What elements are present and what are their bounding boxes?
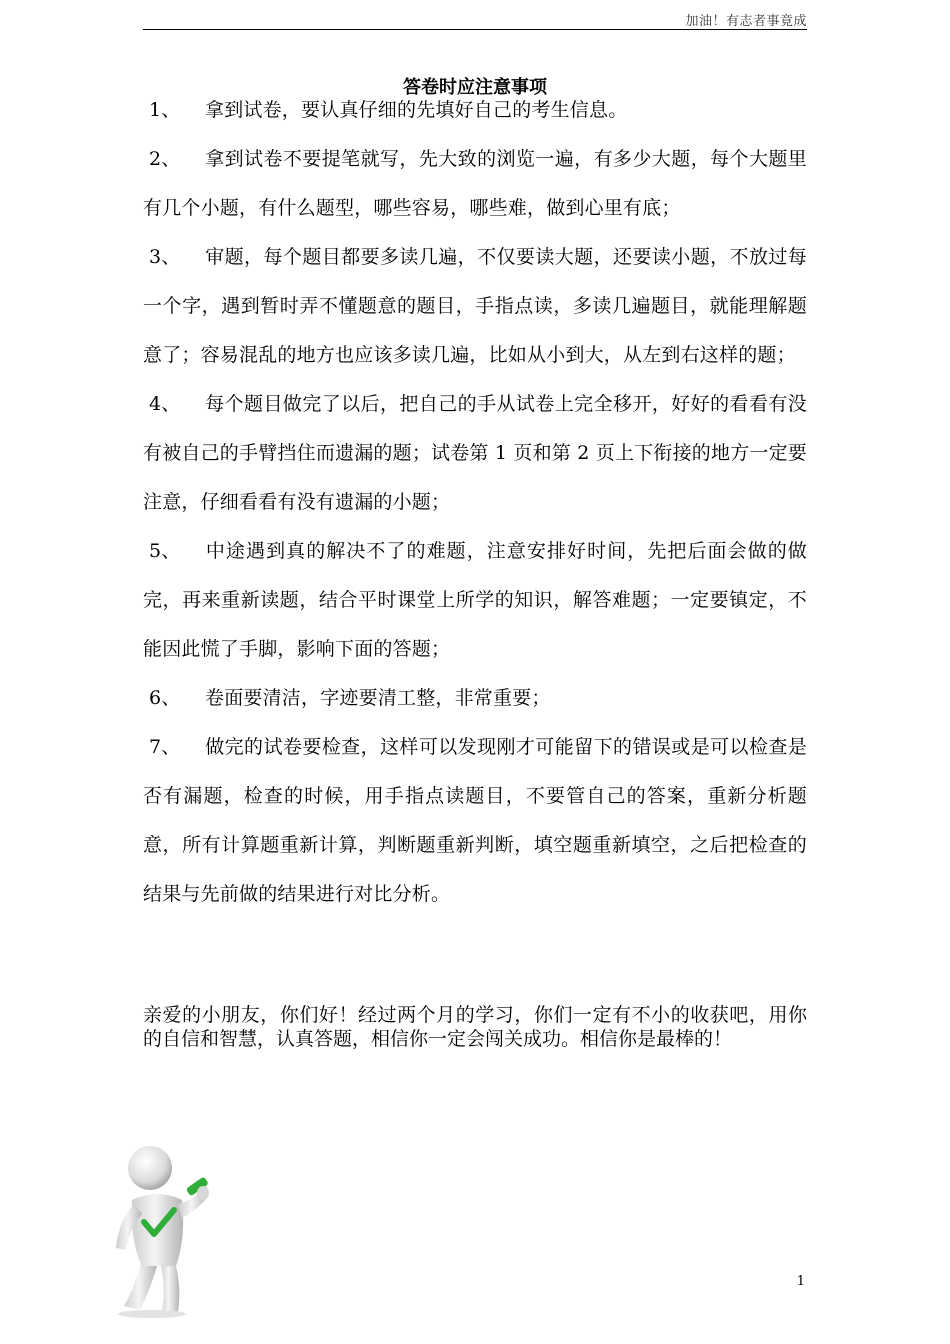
item-number: 1、: [149, 99, 181, 121]
item-number: 2、: [149, 148, 181, 170]
list-item: [143, 233, 807, 380]
item-text: 卷面要清洁，字迹要清工整，非常重要；: [205, 687, 551, 709]
header-divider: [143, 29, 807, 30]
list-item: [143, 527, 807, 674]
list-item: [143, 135, 807, 233]
list-item: [143, 723, 807, 919]
item-text: 中途遇到真的解决不了的难题，注意安排好时间，先把后面会做的做完，再来重新读题，结合平时课堂上所学的知识，解答难题；一定要镇定，不能因此慌了手脚，影响下面的答题；: [143, 540, 807, 660]
list-item: [143, 86, 807, 135]
item-number: 6、: [149, 687, 181, 709]
ground-shadow: [118, 1310, 186, 1318]
right-hand: [197, 1186, 209, 1200]
instruction-list: [143, 86, 807, 919]
item-text: 审题，每个题目都要多读几遍，不仅要读大题，还要读小题，不放过每一个字，遇到暂时弄不懂题意的题目，手指点读，多读几遍题目，就能理解题意了；容易混乱的地方也应该多读几遍，比如从小到大，从左到右这样的题；: [143, 246, 807, 366]
list-item: [143, 380, 807, 527]
item-text: 拿到试卷不要提笔就写，先大致的浏览一遍，有多少大题，每个大题里有几个小题，有什么题型，哪些容易，哪些难，做到心里有底；: [143, 148, 807, 219]
figure-with-checkmark-illustration: [102, 1130, 222, 1320]
closing-message: 亲爱的小朋友，你们好！经过两个月的学习，你们一定有不小的收获吧，用你的自信和智慧，认真答题，相信你一定会闯关成功。相信你是最棒的！: [143, 1004, 807, 1050]
item-number: 7、: [149, 736, 181, 758]
page-number: 1: [796, 1274, 805, 1289]
item-number: 3、: [149, 246, 181, 268]
item-text: 每个题目做完了以后，把自己的手从试卷上完全移开，好好的看看有没有被自己的手臂挡住而遗漏的题；试卷第 1 页和第 2 页上下衔接的地方一定要注意，仔细看看有没有遗漏的小题；: [143, 393, 807, 513]
item-text: 做完的试卷要检查，这样可以发现刚才可能留下的错误或是可以检查是否有漏题，检查的时候，用手指点读题目，不要管自己的答案，重新分析题意，所有计算题重新计算，判断题重新判断，填空题重新填空，之后把检查的结果与先前做的结果进行对比分析。: [143, 736, 807, 905]
item-number: 4、: [149, 393, 181, 415]
right-leg: [160, 1258, 179, 1312]
list-item: [143, 674, 807, 723]
header-slogan: 加油！有志者事竟成: [685, 14, 807, 29]
item-number: 5、: [149, 540, 181, 562]
item-text: 拿到试卷，要认真仔细的先填好自己的考生信息。: [205, 99, 628, 121]
document-title: 答卷时应注意事项: [403, 77, 547, 98]
head: [128, 1146, 172, 1190]
